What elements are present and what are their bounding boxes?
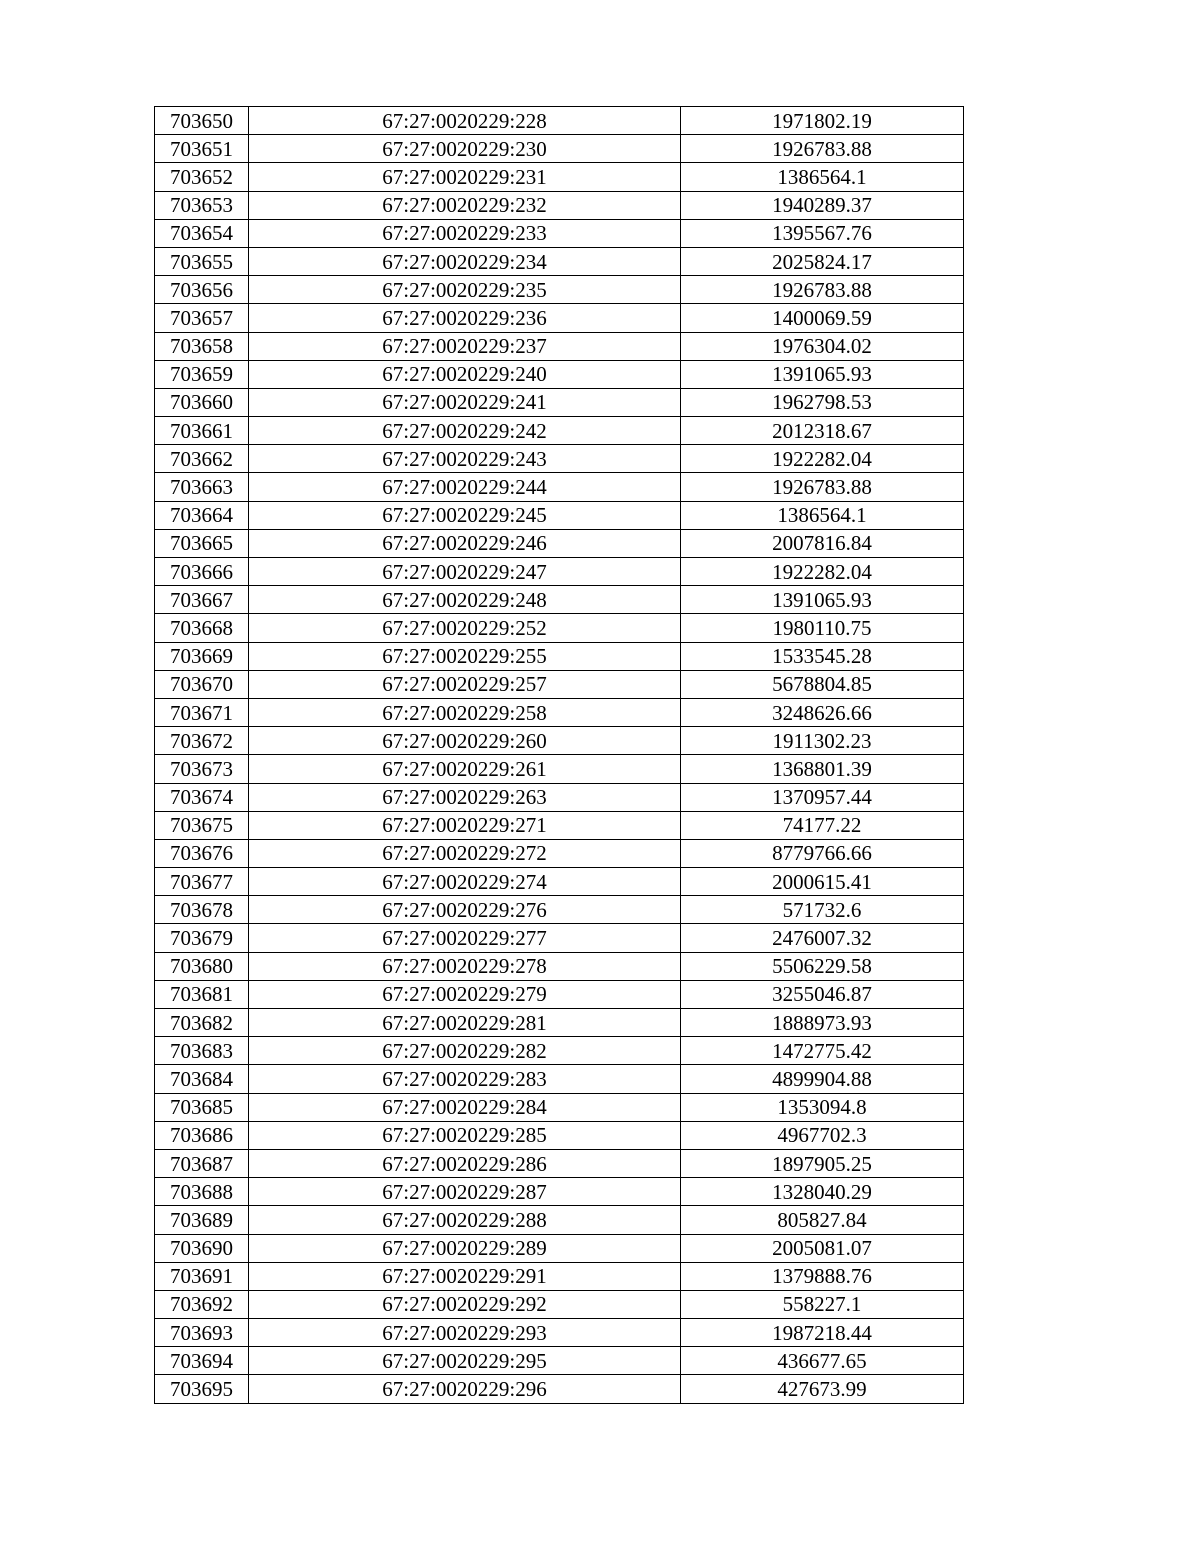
cadastral-number-cell: 67:27:0020229:283 [249,1065,681,1093]
cadastral-value-cell: 1533545.28 [681,642,964,670]
cadastral-value-cell: 2000615.41 [681,868,964,896]
cadastral-value-cell: 1391065.93 [681,360,964,388]
table-row [155,1093,964,1121]
row-number-cell: 703657 [155,304,249,332]
cadastral-number-cell: 67:27:0020229:271 [249,811,681,839]
row-number-cell: 703692 [155,1290,249,1318]
cadastral-number-cell: 67:27:0020229:248 [249,586,681,614]
cadastral-number-cell: 67:27:0020229:252 [249,614,681,642]
row-number-cell: 703652 [155,163,249,191]
table-row [155,1009,964,1037]
row-number-cell: 703651 [155,135,249,163]
cadastral-number-cell: 67:27:0020229:291 [249,1262,681,1290]
row-number-cell: 703693 [155,1319,249,1347]
cadastral-number-cell: 67:27:0020229:274 [249,868,681,896]
row-number-cell: 703660 [155,388,249,416]
row-number-cell: 703695 [155,1375,249,1403]
row-number-cell: 703661 [155,417,249,445]
row-number-cell: 703665 [155,529,249,557]
row-number-cell: 703667 [155,586,249,614]
cadastral-value-cell: 1379888.76 [681,1262,964,1290]
table-row [155,1206,964,1234]
row-number-cell: 703655 [155,247,249,275]
cadastral-number-cell: 67:27:0020229:281 [249,1009,681,1037]
cadastral-number-cell: 67:27:0020229:247 [249,558,681,586]
cadastral-value-cell: 1922282.04 [681,445,964,473]
table-row [155,698,964,726]
table-row [155,558,964,586]
cadastral-value-cell: 8779766.66 [681,839,964,867]
table-row [155,501,964,529]
cadastral-value-cell: 1922282.04 [681,558,964,586]
row-number-cell: 703664 [155,501,249,529]
cadastral-value-cell: 4967702.3 [681,1121,964,1149]
cadastral-value-cell: 1395567.76 [681,219,964,247]
cadastral-value-table [154,106,964,1404]
table-row [155,1178,964,1206]
cadastral-number-cell: 67:27:0020229:228 [249,107,681,135]
cadastral-number-cell: 67:27:0020229:231 [249,163,681,191]
cadastral-number-cell: 67:27:0020229:293 [249,1319,681,1347]
table-row [155,473,964,501]
table-row [155,670,964,698]
cadastral-value-cell: 1971802.19 [681,107,964,135]
cadastral-number-cell: 67:27:0020229:260 [249,727,681,755]
row-number-cell: 703679 [155,924,249,952]
cadastral-number-cell: 67:27:0020229:287 [249,1178,681,1206]
row-number-cell: 703658 [155,332,249,360]
cadastral-value-cell: 805827.84 [681,1206,964,1234]
cadastral-value-cell: 1911302.23 [681,727,964,755]
row-number-cell: 703659 [155,360,249,388]
cadastral-number-cell: 67:27:0020229:279 [249,980,681,1008]
cadastral-number-cell: 67:27:0020229:296 [249,1375,681,1403]
cadastral-number-cell: 67:27:0020229:295 [249,1347,681,1375]
table-row [155,304,964,332]
row-number-cell: 703671 [155,698,249,726]
cadastral-number-cell: 67:27:0020229:232 [249,191,681,219]
cadastral-number-cell: 67:27:0020229:261 [249,755,681,783]
cadastral-value-cell: 2007816.84 [681,529,964,557]
cadastral-value-cell: 1987218.44 [681,1319,964,1347]
cadastral-number-cell: 67:27:0020229:230 [249,135,681,163]
table-row [155,1290,964,1318]
cadastral-value-cell: 1888973.93 [681,1009,964,1037]
cadastral-value-cell: 1386564.1 [681,163,964,191]
cadastral-number-cell: 67:27:0020229:237 [249,332,681,360]
row-number-cell: 703694 [155,1347,249,1375]
row-number-cell: 703688 [155,1178,249,1206]
row-number-cell: 703678 [155,896,249,924]
cadastral-value-cell: 2025824.17 [681,247,964,275]
cadastral-number-cell: 67:27:0020229:257 [249,670,681,698]
document-page [154,106,964,1404]
row-number-cell: 703670 [155,670,249,698]
row-number-cell: 703674 [155,783,249,811]
table-row [155,1037,964,1065]
row-number-cell: 703656 [155,276,249,304]
table-row [155,163,964,191]
cadastral-number-cell: 67:27:0020229:272 [249,839,681,867]
table-row [155,135,964,163]
cadastral-number-cell: 67:27:0020229:233 [249,219,681,247]
table-row [155,276,964,304]
cadastral-number-cell: 67:27:0020229:289 [249,1234,681,1262]
cadastral-number-cell: 67:27:0020229:241 [249,388,681,416]
cadastral-value-cell: 1400069.59 [681,304,964,332]
table-row [155,1234,964,1262]
cadastral-value-cell: 2476007.32 [681,924,964,952]
table-row [155,360,964,388]
cadastral-value-cell: 2012318.67 [681,417,964,445]
table-row [155,811,964,839]
cadastral-number-cell: 67:27:0020229:240 [249,360,681,388]
row-number-cell: 703682 [155,1009,249,1037]
cadastral-value-cell: 1368801.39 [681,755,964,783]
cadastral-value-cell: 1328040.29 [681,1178,964,1206]
cadastral-value-cell: 1926783.88 [681,276,964,304]
cadastral-value-cell: 1926783.88 [681,473,964,501]
cadastral-value-cell: 1370957.44 [681,783,964,811]
table-row [155,247,964,275]
table-row [155,868,964,896]
cadastral-value-cell: 1386564.1 [681,501,964,529]
table-row [155,1319,964,1347]
cadastral-value-cell: 3255046.87 [681,980,964,1008]
cadastral-number-cell: 67:27:0020229:242 [249,417,681,445]
row-number-cell: 703673 [155,755,249,783]
row-number-cell: 703669 [155,642,249,670]
row-number-cell: 703680 [155,952,249,980]
row-number-cell: 703677 [155,868,249,896]
table-row [155,642,964,670]
cadastral-value-cell: 1976304.02 [681,332,964,360]
table-row [155,1262,964,1290]
table-row [155,388,964,416]
table-row [155,191,964,219]
cadastral-number-cell: 67:27:0020229:278 [249,952,681,980]
cadastral-number-cell: 67:27:0020229:263 [249,783,681,811]
cadastral-value-cell: 1897905.25 [681,1149,964,1177]
table-row [155,924,964,952]
row-number-cell: 703689 [155,1206,249,1234]
row-number-cell: 703691 [155,1262,249,1290]
cadastral-value-cell: 5678804.85 [681,670,964,698]
cadastral-number-cell: 67:27:0020229:255 [249,642,681,670]
row-number-cell: 703662 [155,445,249,473]
table-row [155,586,964,614]
row-number-cell: 703681 [155,980,249,1008]
table-row [155,727,964,755]
cadastral-value-cell: 1353094.8 [681,1093,964,1121]
row-number-cell: 703672 [155,727,249,755]
cadastral-number-cell: 67:27:0020229:284 [249,1093,681,1121]
cadastral-value-cell: 2005081.07 [681,1234,964,1262]
cadastral-value-cell: 1980110.75 [681,614,964,642]
row-number-cell: 703663 [155,473,249,501]
cadastral-number-cell: 67:27:0020229:245 [249,501,681,529]
table-row [155,445,964,473]
cadastral-value-cell: 558227.1 [681,1290,964,1318]
cadastral-number-cell: 67:27:0020229:234 [249,247,681,275]
cadastral-value-cell: 427673.99 [681,1375,964,1403]
cadastral-value-cell: 571732.6 [681,896,964,924]
row-number-cell: 703650 [155,107,249,135]
cadastral-number-cell: 67:27:0020229:236 [249,304,681,332]
cadastral-number-cell: 67:27:0020229:292 [249,1290,681,1318]
row-number-cell: 703686 [155,1121,249,1149]
table-row [155,219,964,247]
cadastral-value-cell: 74177.22 [681,811,964,839]
cadastral-number-cell: 67:27:0020229:276 [249,896,681,924]
row-number-cell: 703683 [155,1037,249,1065]
cadastral-value-cell: 5506229.58 [681,952,964,980]
row-number-cell: 703685 [155,1093,249,1121]
row-number-cell: 703687 [155,1149,249,1177]
row-number-cell: 703654 [155,219,249,247]
table-row [155,952,964,980]
cadastral-value-cell: 1926783.88 [681,135,964,163]
cadastral-value-cell: 4899904.88 [681,1065,964,1093]
cadastral-value-cell: 3248626.66 [681,698,964,726]
cadastral-value-cell: 436677.65 [681,1347,964,1375]
table-row [155,529,964,557]
table-body [155,107,964,1404]
table-row [155,107,964,135]
table-row [155,1121,964,1149]
row-number-cell: 703653 [155,191,249,219]
cadastral-number-cell: 67:27:0020229:288 [249,1206,681,1234]
cadastral-value-cell: 1472775.42 [681,1037,964,1065]
table-row [155,1347,964,1375]
row-number-cell: 703668 [155,614,249,642]
cadastral-number-cell: 67:27:0020229:258 [249,698,681,726]
table-row [155,896,964,924]
table-row [155,839,964,867]
table-row [155,332,964,360]
cadastral-number-cell: 67:27:0020229:244 [249,473,681,501]
cadastral-number-cell: 67:27:0020229:235 [249,276,681,304]
table-row [155,1065,964,1093]
cadastral-number-cell: 67:27:0020229:243 [249,445,681,473]
cadastral-value-cell: 1962798.53 [681,388,964,416]
table-row [155,755,964,783]
row-number-cell: 703676 [155,839,249,867]
table-row [155,614,964,642]
table-row [155,980,964,1008]
row-number-cell: 703666 [155,558,249,586]
cadastral-value-cell: 1940289.37 [681,191,964,219]
table-row [155,1149,964,1177]
cadastral-number-cell: 67:27:0020229:282 [249,1037,681,1065]
row-number-cell: 703675 [155,811,249,839]
row-number-cell: 703690 [155,1234,249,1262]
cadastral-number-cell: 67:27:0020229:286 [249,1149,681,1177]
cadastral-number-cell: 67:27:0020229:277 [249,924,681,952]
row-number-cell: 703684 [155,1065,249,1093]
cadastral-number-cell: 67:27:0020229:246 [249,529,681,557]
cadastral-number-cell: 67:27:0020229:285 [249,1121,681,1149]
table-row [155,417,964,445]
table-row [155,783,964,811]
table-row [155,1375,964,1403]
cadastral-value-cell: 1391065.93 [681,586,964,614]
